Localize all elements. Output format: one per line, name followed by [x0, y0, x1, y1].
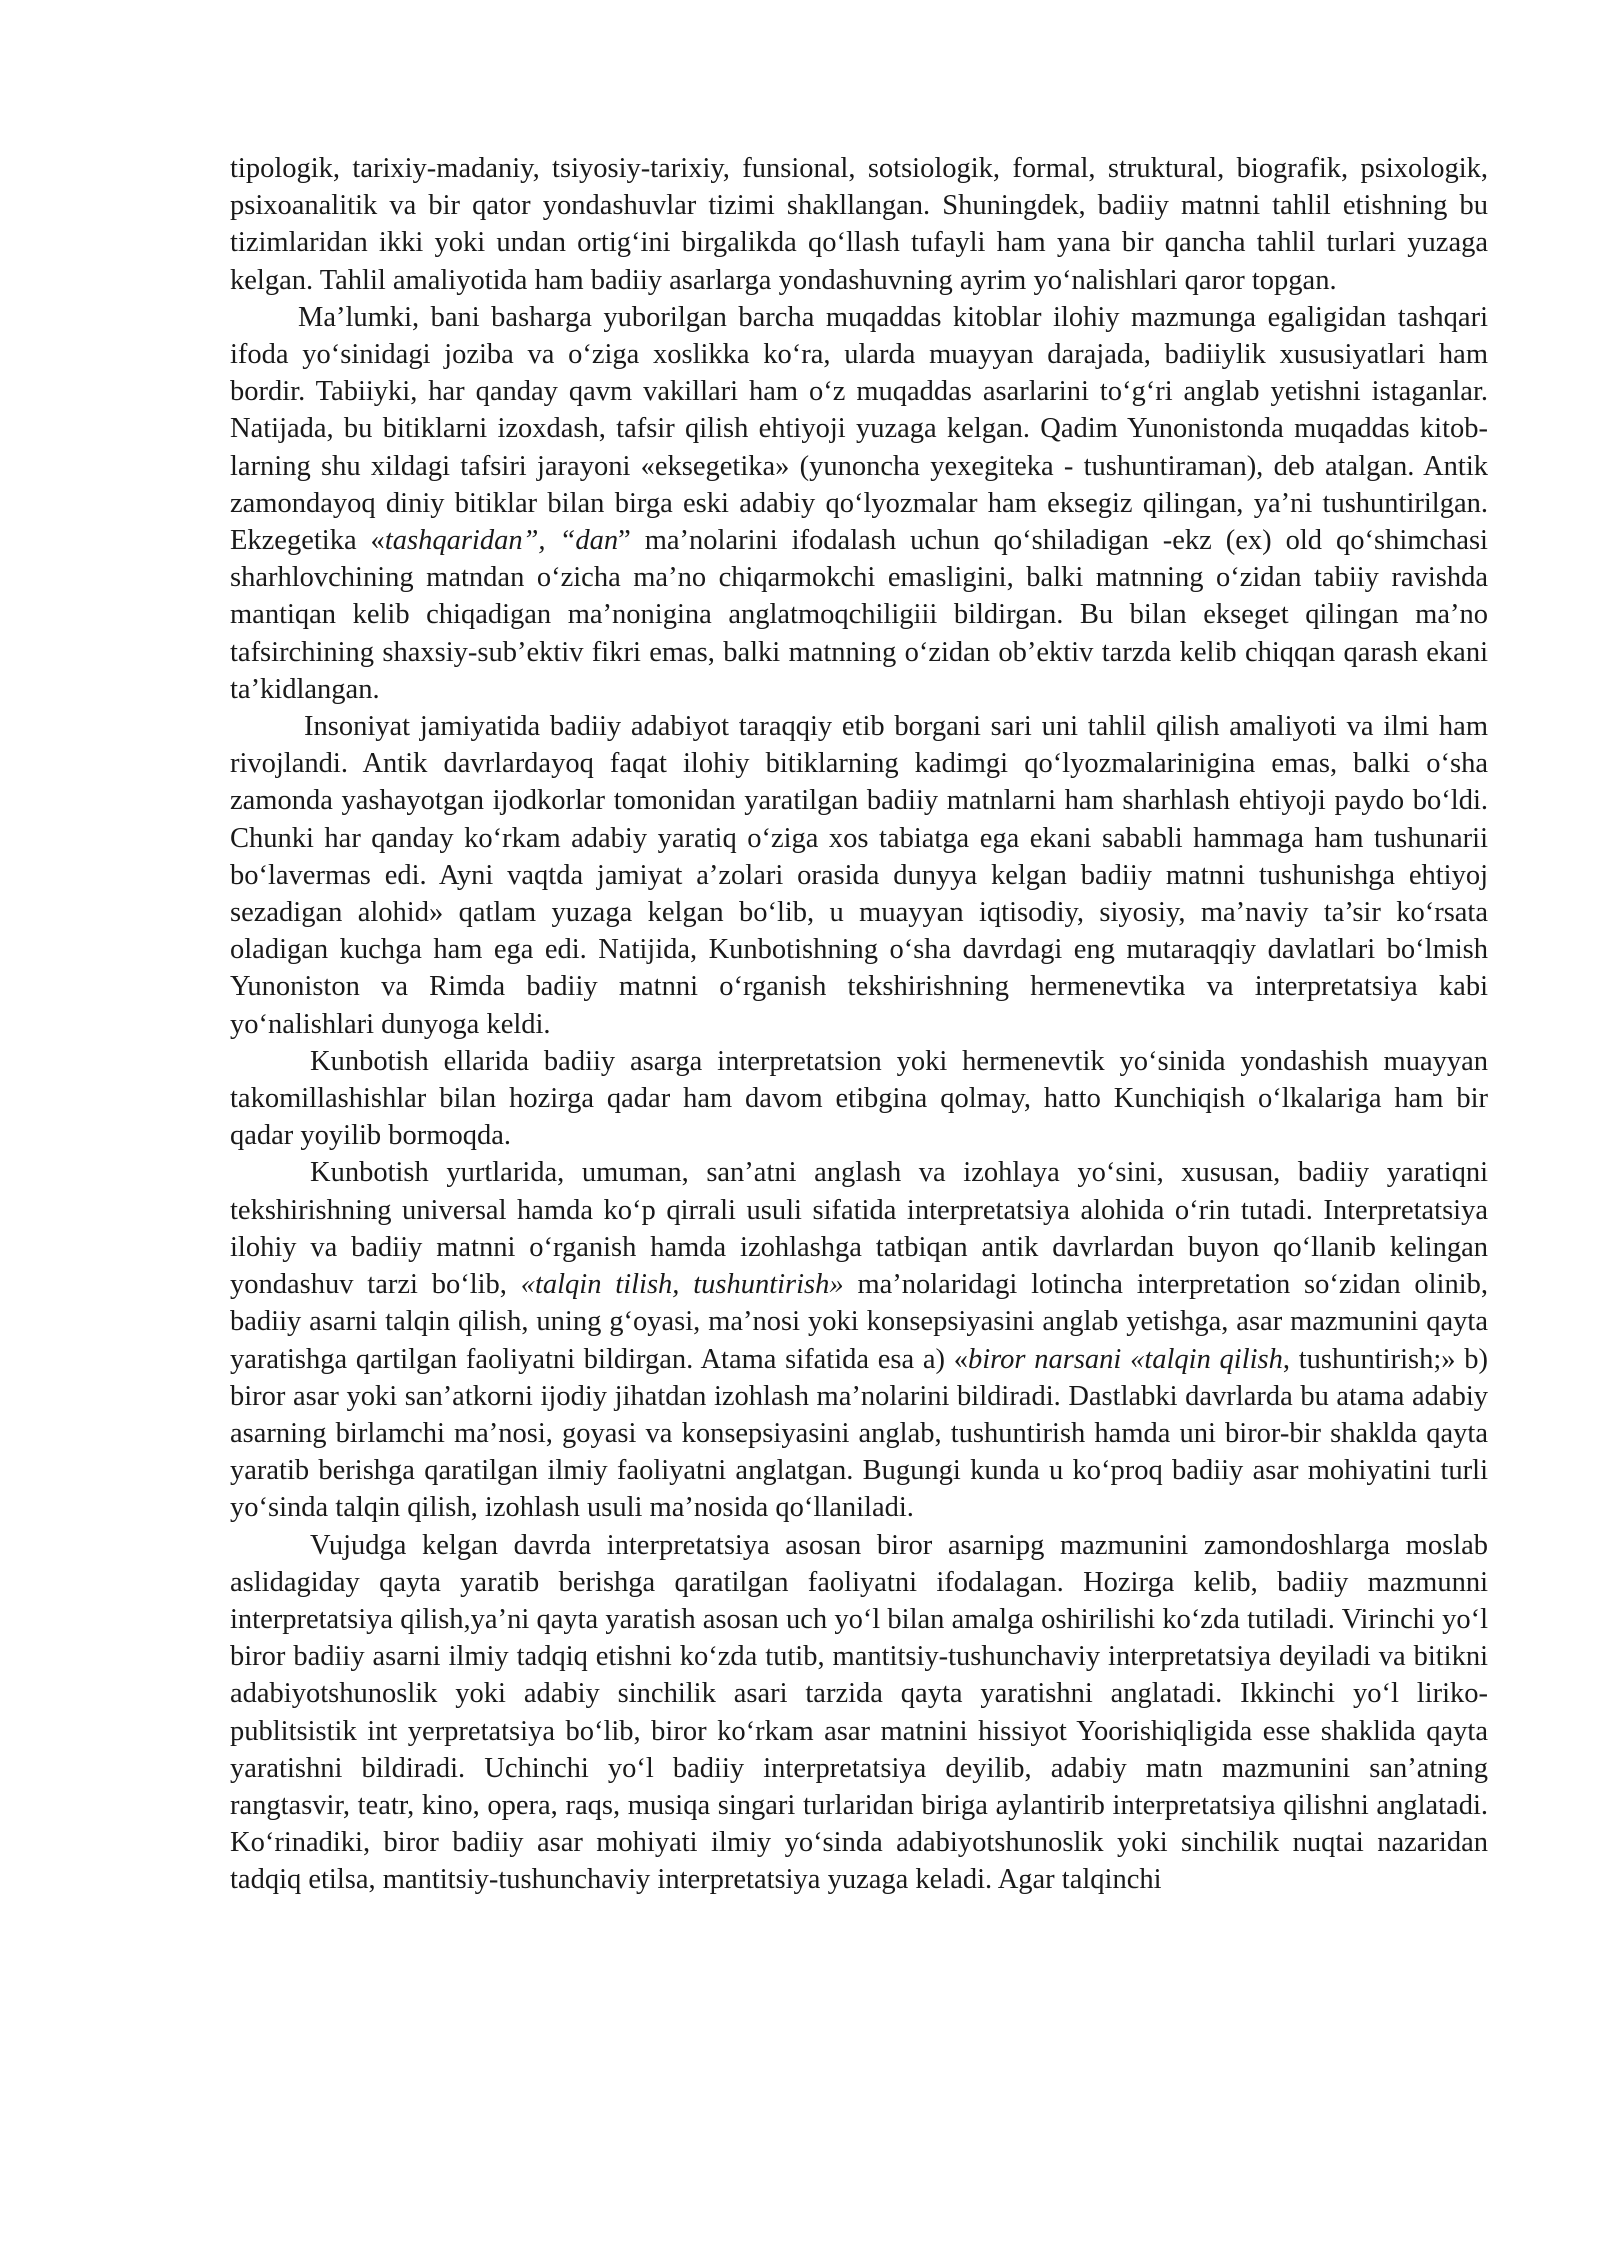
italic-text-segment: biror narsani «talqin qilish: [967, 1343, 1283, 1375]
paragraph-4: [230, 1043, 1488, 1155]
text-segment: , tushuntirish;» b) biror asar yoki san’atkorni ijodiy jihatdan izohlash ma’nolarini bildiradi. Dastlabki davrlarda bu atama adabiy asarning birlamchi ma’nosi, goyasi va konsepsiyasini anglab, tushuntirish hamda uni biror-bir shaklda qayta yaratib berishga qaratilgan ilmiy faoliyatni anglatgan. Bugungi kunda u ko‘proq badiiy asar mohiyatini turli yo‘sinda talqin qilish, izohlash usuli ma’nosida qo‘llaniladi.: [230, 1343, 1488, 1524]
text-segment: ma’nolaridagi lotincha interpretation so‘zidan olinib, badiiy asarni talqin qilish, uning g‘oyasi, ma’nosi yoki konsepsiyasini anglab yetishga, asar mazmunini qayta yaratishga qartilgan faoliyatni bildirgan. Atama sifatida esa a) «: [230, 1269, 1488, 1375]
paragraph-2: [230, 299, 1488, 708]
text-segment: Vujudga kelgan davrda interpretatsiya asosan biror asarnipg mazmunini zamondoshlarga moslab aslidagiday qayta yaratib berishga qaratilgan faoliyatni ifodalagan. Hozirga kelib, badiiy mazmunni interpretatsiya qilish,ya’ni qayta yaratish asosan uch yo‘l bilan amalga oshirilishi ko‘zda tutiladi. Virinchi yo‘l biror badiiy asarni ilmiy tadqiq etishni ko‘zda tutib, mantitsiy-tushunchaviy interpretatsiya deyiladi va bitikni adabiyotshunoslik yoki adabiy sinchilik asari tarzida qayta yaratishni anglatadi. Ikkinchi yo‘l liriko-publitsistik int yerpretatsiya bo‘lib, biror ko‘rkam asar matnini hissiyot Yoorishiqligida esse shaklida qayta yaratishni bildiradi. Uchinchi yo‘l badiiy interpretatsiya deyilib, adabiy matn mazmunini san’atning rangtasvir, teatr, kino, opera, raqs, musiqa singari turlaridan biriga aylantirib interpretatsiya qilishni anglatadi. Ko‘rinadiki, biror badiiy asar mohiyati ilmiy yo‘sinda adabiyotshunoslik yoki sinchilik nuqtai nazaridan tadqiq etilsa, mantitsiy-tushunchaviy interpretatsiya yuzaga keladi. Agar talqinchi: [230, 1529, 1488, 1896]
paragraph-5: [230, 1154, 1488, 1526]
italic-text-segment: «talqin tilish, tushuntirish»: [520, 1269, 844, 1301]
text-segment: Ma’lumki, bani basharga yuborilgan barcha muqaddas kitoblar ilohiy mazmunga egaligidan tashqari ifoda yo‘sinidagi joziba va o‘ziga xoslikka ko‘ra, ularda muayyan darajada, badiiylik xususiyatlari ham bordir. Tabiiyki, har qanday qavm vakillari ham o‘z muqaddas asarlarini to‘g‘ri anglab yetishni istaganlar. Natijada, bu bitiklarni izoxdash, tafsir qilish ehtiyoji yuzaga kelgan. Qadim Yunonistonda muqaddas kitob- larning shu xildagi tafsiri jarayoni «eksegetika» (yunoncha yexegiteka - tushuntiraman), deb atalgan. Antik zamondayoq diniy bitiklar bilan birga eski adabiy qo‘lyozmalar ham eksegiz qilingan, ya’ni tushuntirilgan. Ekzegetika «: [230, 301, 1488, 557]
paragraph-6: [230, 1527, 1488, 1899]
text-segment: tipologik, tarixiy-madaniy, tsiyosiy-tarixiy, funsional, sotsiologik, formal, struktural, biografik, psixologik, psixoanalitik va bir qator yondashuvlar tizimi shakllangan. Shuningdek, badiiy matnni tahlil etishning bu tizimlaridan ikki yoki undan ortig‘ini birgalikda qo‘llash tufayli ham yana bir qancha tahlil turlari yuzaga kelgan. Tahlil amaliyotida ham badiiy asarlarga yondashuvning ayrim yo‘nalishlari qaror topgan.: [230, 153, 1488, 296]
text-segment: Insoniyat jamiyatida badiiy adabiyot taraqqiy etib borgani sari uni tahlil qilish amaliyoti va ilmi ham rivojlandi. Antik davrlardayoq faqat ilohiy bitiklarning kadimgi qo‘lyozmalarinigina emas, balki o‘sha zamonda yashayotgan ijodkorlar tomonidan yaratilgan badiiy matnlarni ham sharhlash ehtiyoji paydo bo‘ldi. Chunki har qanday ko‘rkam adabiy yaratiq o‘ziga xos tabiatga ega ekani sababli hammaga ham tushunarii bo‘lavermas edi. Ayni vaqtda jamiyat a’zolari orasida dunyya kelgan badiiy matnni tushunishga ehtiyoj sezadigan alohid» qatlam yuzaga kelgan bo‘lib, u muayyan iqtisodiy, siyosiy, ma’naviy ta’sir ko‘rsata oladigan kuchga ham ega edi. Natijida, Kunbotishning o‘sha davrdagi eng mutaraqqiy davlatlari bo‘lmish Yunoniston va Rimda badiiy matnni o‘rganish tekshirishning hermenevtika va interpretatsiya kabi yo‘nalishlari dunyoga keldi.: [230, 711, 1488, 1040]
paragraph-3: [230, 708, 1488, 1043]
text-segment: Kunbotish yurtlarida, umuman, san’atni anglash va izohlaya yo‘sini, xususan, badiiy yaratiqni tekshirishning universal hamda ko‘p qirrali usuli sifatida interpretatsiya alohida o‘rin tutadi. Interpretatsiya ilohiy va badiiy matnni o‘rganish hamda izohlashga tatbiqan antik davrlardan buyon qo‘llanib kelingan yondashuv tarzi bo‘lib,: [230, 1157, 1488, 1301]
text-segment: ” ma’nolarini ifodalash uchun qo‘shiladigan -ekz (ex) old qo‘shimchasi sharhlovchining matndan o‘zicha ma’no chiqarmokchi emasligini, balki matnning o‘zidan tabiiy ravishda mantiqan kelib chiqadigan ma’nonigina anglatmoqchiligiii bildirgan. Bu bilan ekseget qilingan ma’no tafsirchining shaxsiy-sub’ektiv fikri emas, balki matnning o‘zidan ob’ektiv tarzda kelib chiqqan qarash ekani ta’kidlangan.: [230, 525, 1488, 705]
paragraph-1: [230, 150, 1488, 299]
text-segment: Kunbotish ellarida badiiy asarga interpretatsion yoki hermenevtik yo‘sinida yondashish muayyan takomillashishlar bilan hozirga qadar ham davom etibgina qolmay, hatto Kunchiqish o‘lkalariga ham bir qadar yoyilib bormoqda.: [230, 1045, 1488, 1152]
italic-text-segment: tashqaridan”, “dan: [384, 525, 619, 557]
document-page: [230, 150, 1488, 1899]
